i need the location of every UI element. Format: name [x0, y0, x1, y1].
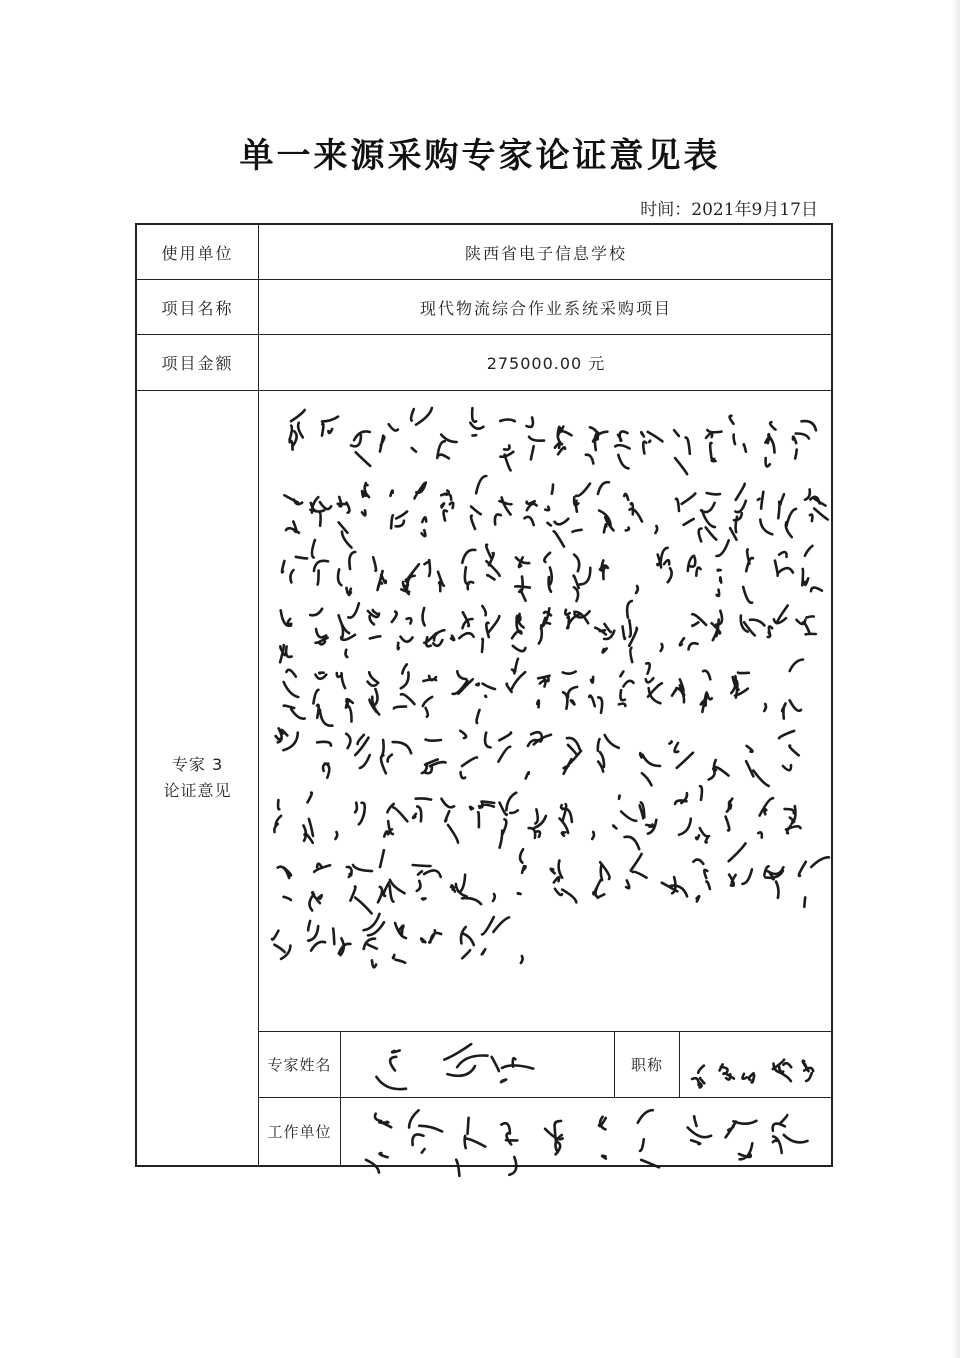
- handwritten-glyph: [461, 927, 474, 958]
- handwritten-glyph: [793, 421, 816, 458]
- handwritten-glyph: [706, 430, 722, 461]
- handwritten-glyph: [284, 670, 305, 719]
- handwritten-glyph: [351, 431, 370, 465]
- handwritten-glyph: [501, 1123, 517, 1175]
- handwritten-glyph: [394, 664, 415, 708]
- expert-name-label: 专家姓名: [267, 1056, 332, 1074]
- handwritten-glyph: [768, 606, 788, 638]
- handwritten-glyph: [595, 624, 614, 653]
- handwritten-glyph: [773, 1115, 808, 1153]
- job-title-label: 职称: [630, 1056, 663, 1074]
- handwritten-glyph: [782, 660, 803, 719]
- handwritten-glyph: [333, 929, 350, 956]
- handwritten-glyph: [529, 809, 546, 837]
- handwritten-glyph: [518, 849, 526, 894]
- handwritten-glyph: [401, 564, 419, 594]
- handwritten-glyph: [471, 476, 486, 529]
- handwritten-glyph: [765, 422, 775, 466]
- handwritten-glyph: [598, 482, 614, 532]
- handwritten-glyph: [364, 914, 384, 967]
- handwritten-glyph: [303, 793, 313, 843]
- handwritten-glyph: [764, 704, 766, 711]
- handwritten-glyph: [688, 1116, 711, 1144]
- handwritten-glyph: [373, 557, 386, 590]
- handwritten-glyph: [539, 608, 551, 643]
- handwritten-glyph: [526, 732, 551, 778]
- handwritten-glyph: [470, 802, 494, 828]
- handwritten-glyph: [565, 610, 589, 629]
- handwritten-glyph: [662, 877, 687, 896]
- handwritten-glyph: [600, 560, 608, 579]
- handwritten-glyph: [346, 734, 370, 768]
- handwritten-glyph: [409, 1110, 442, 1152]
- handwritten-glyph: [623, 601, 637, 662]
- handwritten-glyph: [692, 1066, 704, 1088]
- handwritten-glyph: [421, 930, 441, 942]
- handwritten-glyph: [537, 676, 549, 708]
- handwritten-glyph: [544, 553, 551, 592]
- handwritten-glyph: [779, 731, 799, 770]
- handwritten-glyph: [423, 608, 445, 646]
- handwritten-glyph: [525, 501, 537, 525]
- handwritten-glyph: [775, 552, 793, 576]
- handwritten-glyph: [485, 733, 511, 762]
- handwritten-glyph: [338, 552, 355, 595]
- handwritten-glyph: [742, 1073, 754, 1082]
- handwritten-glyph: [778, 494, 796, 537]
- handwritten-glyph: [743, 549, 753, 602]
- handwritten-glyph: [741, 616, 765, 636]
- handwritten-glyph: [368, 672, 380, 714]
- handwritten-glyph: [274, 800, 281, 832]
- handwritten-glyph: [476, 684, 495, 723]
- handwritten-glyph: [441, 491, 453, 521]
- handwritten-glyph: [317, 742, 331, 778]
- handwritten-glyph: [453, 671, 473, 694]
- handwritten-glyph: [444, 1044, 487, 1076]
- handwritten-glyph: [493, 894, 495, 901]
- handwritten-glyph: [515, 557, 530, 600]
- handwritten-glyph: [486, 545, 499, 580]
- handwritten-glyph: [284, 495, 302, 533]
- handwritten-glyph: [626, 854, 646, 888]
- handwritten-glyph: [451, 612, 474, 640]
- project-name-value: 现代物流综合作业系统采购项目: [419, 298, 672, 318]
- handwritten-glyph: [758, 492, 772, 535]
- handwritten-glyph: [290, 410, 305, 450]
- handwritten-glyph: [309, 864, 330, 911]
- handwritten-glyph: [688, 556, 701, 576]
- handwritten-glyph: [598, 735, 619, 772]
- handwritten-glyph: [613, 796, 639, 850]
- handwritten-glyph: [797, 616, 816, 634]
- handwritten-glyph: [674, 430, 690, 474]
- opinion-label-line1: 专家 3: [171, 755, 224, 774]
- handwritten-glyph: [492, 1057, 534, 1082]
- handwritten-glyph: [805, 489, 828, 521]
- handwritten-glyph: [720, 1064, 734, 1079]
- handwritten-glyph: [276, 728, 298, 750]
- handwritten-glyph: [413, 865, 441, 900]
- handwritten-glyph: [460, 731, 477, 778]
- handwritten-glyph: [731, 673, 749, 698]
- handwritten-glyph: [726, 1121, 757, 1160]
- handwritten-glyph: [638, 1110, 659, 1167]
- handwritten-glyph: [411, 408, 432, 452]
- handwritten-glyph: [636, 586, 638, 593]
- handwritten-glyph: [586, 427, 608, 463]
- handwritten-glyph: [693, 860, 710, 902]
- handwritten-glyph: [676, 494, 695, 525]
- handwritten-glyph: [442, 799, 459, 843]
- handwritten-glyph: [680, 614, 706, 649]
- handwritten-glyph: [527, 418, 545, 460]
- handwritten-glyph: [646, 663, 662, 703]
- handwritten-glyph: [355, 803, 365, 825]
- handwritten-glyph: [709, 760, 729, 780]
- handwritten-glyph: [437, 435, 456, 459]
- handwritten-glyph: [337, 673, 353, 722]
- handwritten-glyph: [376, 1051, 406, 1090]
- unit-value: 陕西省电子信息学校: [464, 243, 627, 263]
- form-title: 单一来源采购专家论证意见表: [239, 136, 721, 176]
- handwritten-glyph: [500, 793, 518, 848]
- handwritten-glyph: [599, 1117, 606, 1159]
- handwritten-glyph: [482, 606, 499, 652]
- project-name-label: 项目名称: [161, 298, 234, 318]
- handwritten-glyph: [381, 740, 411, 773]
- date-value: 2021年9月17日: [691, 200, 818, 220]
- handwritten-glyph: [482, 917, 509, 954]
- handwritten-glyph: [391, 491, 408, 529]
- handwritten-glyph: [451, 875, 481, 904]
- handwritten-glyph: [423, 676, 436, 717]
- handwritten-glyph: [347, 865, 372, 914]
- handwritten-glyph: [495, 497, 512, 524]
- handwritten-glyph: [657, 548, 671, 582]
- handwritten-glyph: [415, 483, 427, 537]
- handwritten-glyph: [696, 786, 709, 842]
- handwritten-glyph: [669, 741, 693, 768]
- handwritten-glyph: [640, 753, 660, 785]
- handwritten-glyph: [758, 798, 773, 837]
- workplace-label: 工作单位: [267, 1123, 332, 1141]
- handwritten-glyph: [802, 546, 822, 591]
- handwritten-glyph: [335, 832, 337, 839]
- handwritten-glyph: [640, 802, 657, 833]
- handwritten-glyph: [338, 497, 352, 548]
- handwritten-glyph: [392, 612, 413, 650]
- handwritten-glyph: [675, 793, 691, 835]
- handwritten-glyph: [661, 644, 663, 651]
- handwritten-glyph: [574, 555, 591, 601]
- handwritten-glyph: [555, 427, 572, 455]
- handwritten-glyph: [278, 867, 291, 900]
- handwritten-glyph: [378, 850, 405, 902]
- handwritten-glyph: [619, 672, 634, 707]
- handwritten-glyph: [413, 798, 431, 821]
- opinion-label-line2: 论证意见: [163, 781, 232, 800]
- handwritten-glyph: [730, 416, 746, 452]
- handwritten-glyph: [272, 931, 290, 959]
- handwritten-glyph: [717, 540, 729, 596]
- handwritten-glyph: [500, 419, 515, 470]
- handwritten-glyph: [799, 857, 829, 907]
- handwritten-glyph: [746, 746, 769, 786]
- handwritten-glyph: [699, 493, 720, 541]
- handwritten-glyph: [310, 609, 327, 645]
- handwritten-glyph: [393, 923, 406, 963]
- handwritten-glyph: [310, 497, 331, 526]
- handwritten-glyph: [773, 1060, 791, 1082]
- handwritten-glyph: [592, 832, 594, 839]
- handwritten-glyph: [462, 550, 475, 589]
- handwritten-glyph: [456, 1118, 485, 1176]
- handwritten-glyph: [589, 677, 602, 713]
- handwritten-glyph: [339, 603, 359, 657]
- handwritten-glyph: [551, 861, 577, 903]
- handwritten-glyph: [308, 921, 325, 951]
- scan-edge: [952, 0, 960, 1358]
- amount-label: 项目金额: [161, 354, 234, 373]
- handwritten-glyph: [641, 432, 662, 454]
- handwritten-glyph: [564, 738, 582, 774]
- handwritten-glyph: [507, 659, 526, 692]
- handwritten-glyph: [545, 1121, 563, 1155]
- handwritten-glyph: [384, 804, 407, 837]
- handwritten-glyph: [366, 1114, 391, 1173]
- handwritten-glyph: [560, 804, 572, 836]
- handwritten-glyph: [313, 673, 332, 726]
- handwritten-glyph: [512, 614, 525, 651]
- handwritten-glyph: [624, 494, 642, 530]
- handwritten-glyph: [672, 679, 684, 702]
- handwritten-glyph: [701, 671, 712, 712]
- date-label: 时间：: [640, 200, 692, 220]
- handwritten-glyph: [368, 610, 380, 639]
- handwritten-glyph: [803, 1061, 813, 1081]
- handwritten-glyph: [615, 431, 629, 468]
- handwritten-glyph: [312, 540, 328, 585]
- handwritten-glyph: [282, 557, 307, 583]
- handwritten-glyph: [764, 866, 783, 898]
- handwritten-glyph: [362, 483, 369, 515]
- handwritten-glyph: [712, 611, 722, 641]
- handwritten-glyph: [730, 484, 746, 540]
- unit-label: 使用单位: [161, 243, 234, 263]
- handwritten-glyph: [573, 484, 591, 532]
- handwritten-glyph: [563, 672, 577, 709]
- handwritten-glyph: [470, 408, 483, 435]
- amount-value: 275000.00 元: [486, 354, 606, 373]
- handwritten-glyph: [545, 485, 568, 547]
- handwritten-glyph: [593, 862, 609, 898]
- handwritten-glyph: [422, 740, 446, 774]
- handwritten-glyph: [729, 843, 752, 885]
- handwritten-glyph: [425, 560, 444, 591]
- handwritten-glyph: [726, 799, 733, 831]
- handwritten-glyph: [322, 417, 338, 436]
- handwritten-glyph: [280, 610, 292, 662]
- handwritten-glyph: [380, 424, 398, 451]
- handwritten-glyph: [521, 956, 523, 963]
- handwritten-glyph: [785, 806, 801, 833]
- handwritten-glyph: [655, 526, 657, 533]
